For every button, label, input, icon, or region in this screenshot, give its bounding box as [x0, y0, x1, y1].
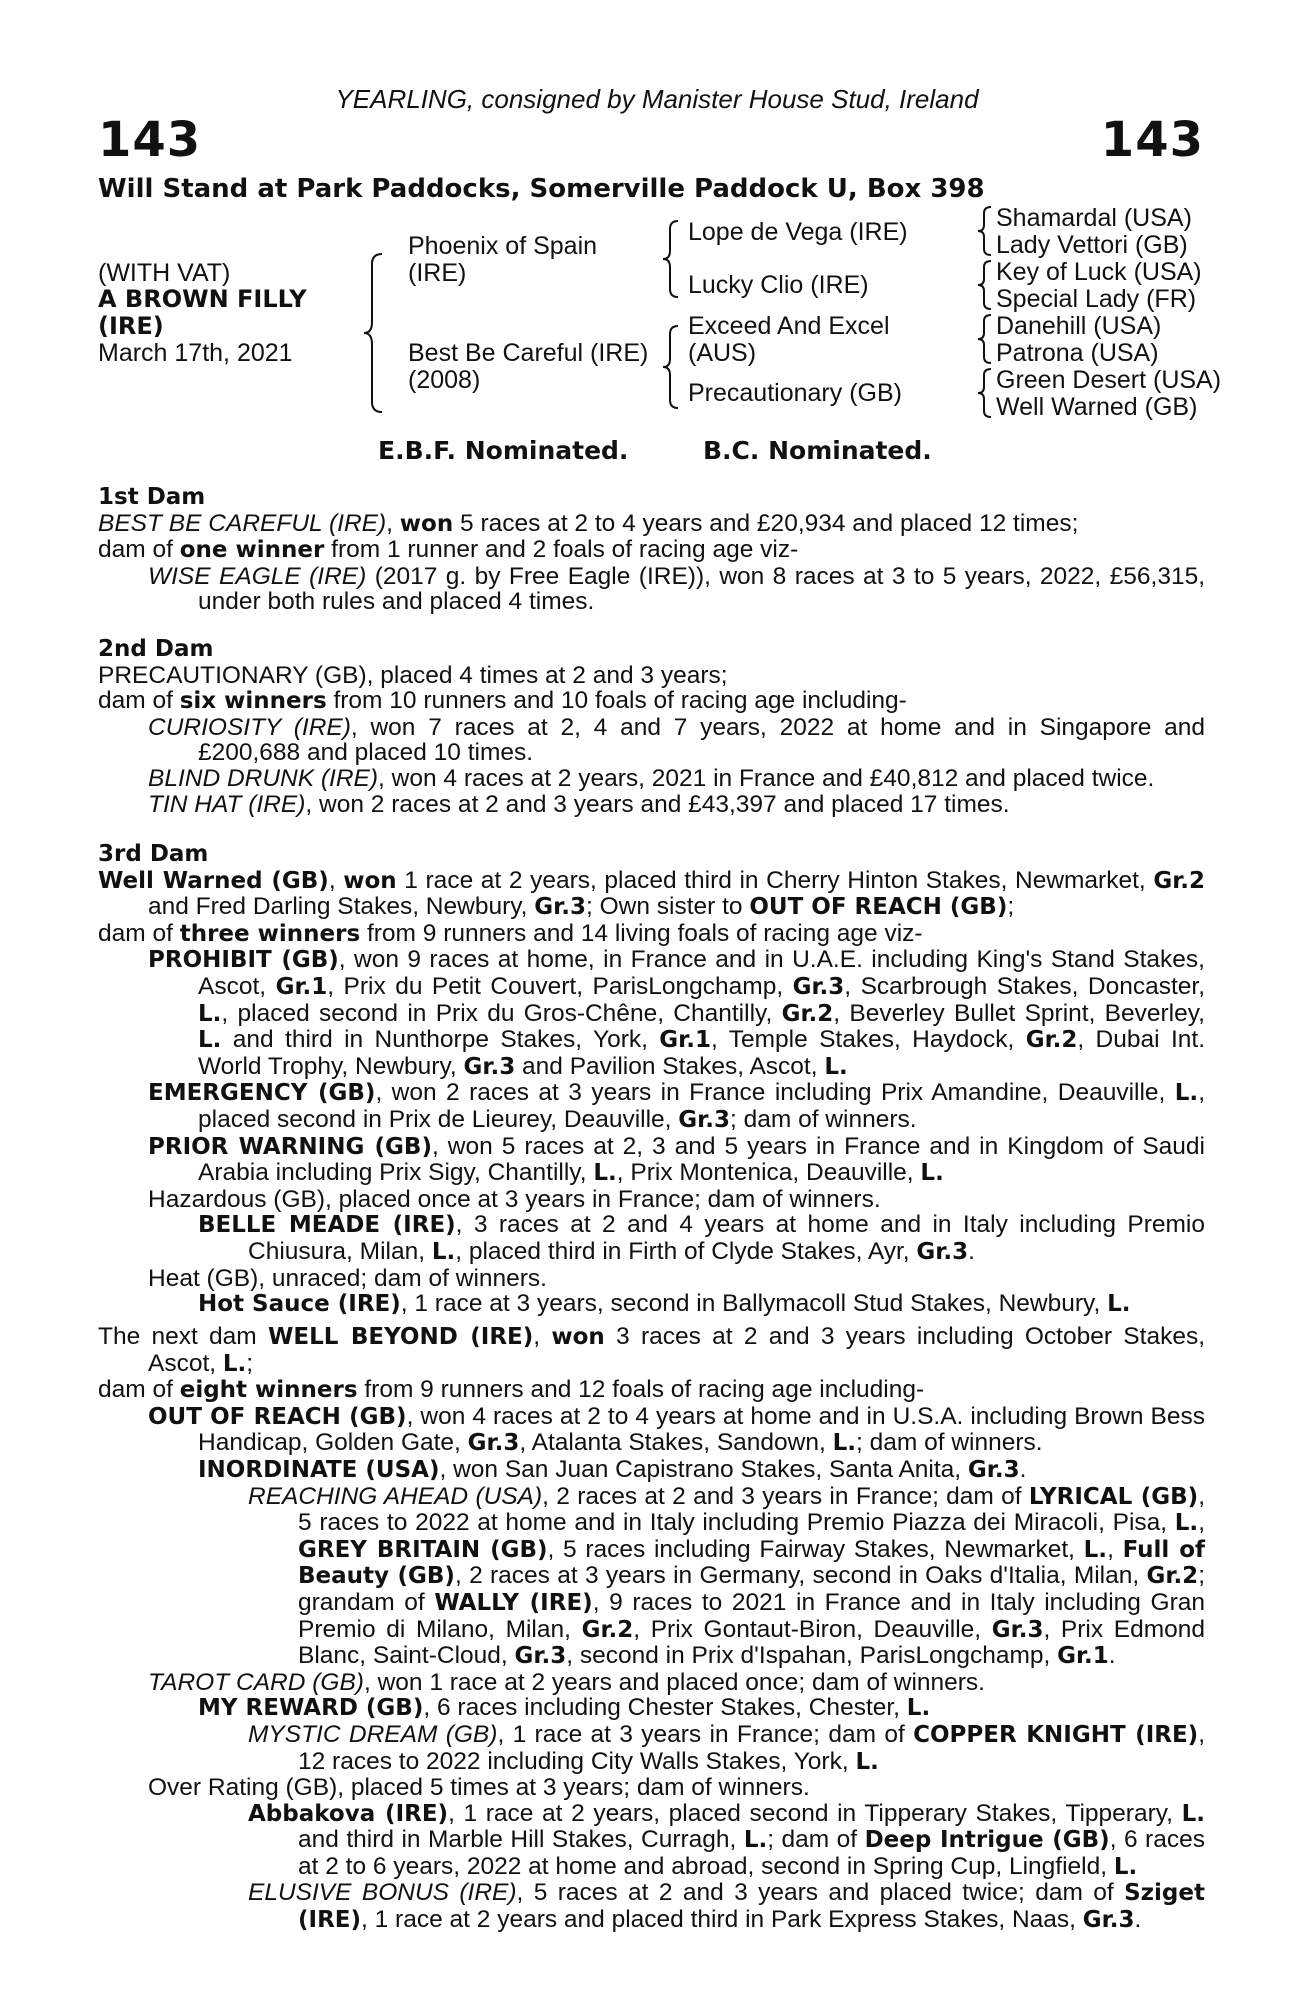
bold-text: Gr.2: [1153, 867, 1205, 894]
text: from 1 runner and 2 foals of racing age viz-: [324, 536, 799, 564]
text: , Prix du Petit Couvert, ParisLongchamp,: [327, 972, 793, 1000]
first-dam-record: [98, 511, 1205, 538]
text: 3 races at 2 and 3 years including October Stakes, Ascot,: [148, 1323, 1205, 1377]
offspring-tin-hat: [98, 792, 1205, 818]
bold-text: eight winners: [179, 1377, 358, 1404]
bold-text: Gr.3: [967, 1456, 1020, 1483]
dam-sire: Exceed And Excel: [688, 312, 890, 340]
bold-text: PROHIBIT (GB): [148, 947, 339, 974]
grandparent-5: Danehill (USA): [996, 312, 1162, 340]
first-dam-produce: [98, 537, 1205, 564]
text: , Atalanta Stakes, Sandown,: [519, 1429, 833, 1457]
text: , 1 race at 2 years and placed third in Park Express Stakes, Naas,: [361, 1906, 1083, 1934]
text: , won 2 races at 2 and 3 years and £43,397 and placed 17 times.: [305, 790, 1010, 818]
offspring-tarot-card: [98, 1670, 1205, 1696]
third-dam-record: [98, 868, 1205, 921]
bold-text: L.: [743, 1827, 768, 1854]
text: ,: [328, 866, 344, 894]
text: ; Own sister to: [585, 893, 750, 921]
bold-text: WELL BEYOND (IRE): [267, 1324, 534, 1350]
text: ,: [1107, 1535, 1123, 1563]
grandparent-8: Well Warned (GB): [996, 393, 1198, 421]
lot-number-left: 143: [98, 112, 202, 168]
text: , 5 races to 2022 at home and in Italy including Premio Piazza dei Miracoli, Pisa,: [298, 1482, 1205, 1537]
grandchild-hot-sauce: [98, 1291, 1205, 1318]
pedigree-brace-g3: [975, 312, 995, 366]
text: ,: [533, 1323, 552, 1350]
bold-text: Gr.1: [659, 1027, 711, 1054]
text: , 9 races to 2021 in France and in Italy including Gran Premio di Milano, Milan,: [298, 1588, 1206, 1643]
text: .: [968, 1237, 975, 1265]
text: , 1 race at 3 years, second in Ballymacoll Stud Stakes, Newbury,: [400, 1290, 1108, 1318]
horse-description: A BROWN FILLY: [98, 285, 307, 313]
grandchild-mystic-dream: [98, 1722, 1205, 1775]
bold-text: Deep Intrigue (GB): [864, 1827, 1110, 1854]
bold-text: Gr.3: [916, 1238, 969, 1265]
text: .: [1019, 1455, 1027, 1483]
bold-text: three winners: [179, 920, 361, 947]
bc-nomination: B.C. Nominated.: [703, 436, 932, 465]
text: , won 9 races at home, in France and in U.A.E. including King's Stand Stakes, Ascot,: [198, 946, 1205, 1000]
text: , 6 races including Chester Stakes, Chester,: [423, 1694, 907, 1722]
text: ,: [386, 509, 400, 537]
bold-text: Gr.3: [463, 1053, 516, 1080]
text: , 2 races at 2 and 3 years in France; dam of: [542, 1482, 1029, 1510]
pedigree-brace-sire: [660, 217, 682, 301]
text: The next dam: [98, 1323, 268, 1350]
bold-text: won: [551, 1324, 605, 1350]
second-dam-record: PRECAUTIONARY (GB), placed 4 times at 2 and 3 years;: [98, 661, 728, 689]
text: ;: [246, 1349, 254, 1377]
bold-text: L.: [198, 1027, 222, 1054]
offspring-prior-warning: [98, 1134, 1205, 1187]
bold-text: Gr.3: [792, 973, 845, 1000]
third-dam-section: [98, 842, 1205, 1318]
text: , 1 race at 2 years, placed second in Tipperary Stakes, Tipperary,: [448, 1799, 1182, 1827]
bold-text: Well Warned (GB): [98, 867, 329, 894]
grandparent-6: Patrona (USA): [996, 339, 1159, 367]
bold-text: Gr.3: [514, 1643, 567, 1670]
bold-text: L.: [1107, 1291, 1131, 1318]
offspring-hazardous: Hazardous (GB), placed once at 3 years in France; dam of winners.: [148, 1185, 881, 1213]
offspring-name: REACHING AHEAD (USA): [248, 1482, 543, 1510]
bold-text: L.: [593, 1160, 617, 1187]
bold-text: six winners: [179, 688, 327, 715]
bold-text: Gr.3: [534, 894, 586, 921]
offspring-over-rating: Over Rating (GB), placed 5 times at 3 years; dam of winners.: [148, 1774, 810, 1802]
bold-text: L.: [1174, 1510, 1199, 1537]
bold-text: L.: [1181, 1800, 1205, 1827]
bold-text: OUT OF REACH (GB): [148, 1403, 407, 1430]
bold-text: Gr.1: [1057, 1643, 1109, 1670]
dam-name-text: BEST BE CAREFUL (IRE): [98, 509, 387, 537]
stand-location: Will Stand at Park Paddocks, Somerville Paddock U, Box 398: [98, 174, 985, 204]
bold-text: L.: [824, 1053, 848, 1080]
text: , won 4 races at 2 years, 2021 in France and £40,812 and placed twice.: [378, 764, 1155, 792]
grandchild-belle-meade: [98, 1212, 1205, 1265]
pedigree-brace-g2: [975, 258, 995, 312]
bold-text: L.: [1083, 1536, 1108, 1563]
bold-text: L.: [906, 1695, 931, 1722]
text: , 12 races to 2022 including City Walls Stakes, York,: [298, 1720, 1205, 1775]
bold-text: Gr.2: [781, 1000, 834, 1027]
pedigree-brace-main: [360, 250, 390, 416]
bold-text: Gr.2: [1025, 1027, 1078, 1054]
offspring-curiosity: [98, 715, 1205, 766]
pedigree-brace-g4: [975, 366, 995, 420]
offspring-name: MYSTIC DREAM (GB): [248, 1720, 498, 1748]
text: dam of: [98, 1376, 180, 1404]
horse-dob: March 17th, 2021: [98, 339, 293, 367]
text: , won 7 races at 2, 4 and 7 years, 2022 at home and in Singapore and £200,688 and placed 10 times.: [198, 713, 1205, 767]
text: , won 5 races at 2, 3 and 5 years in France and in Kingdom of Saudi Arabia including Prix Sigy, Chantilly,: [198, 1132, 1205, 1187]
grandparent-2: Lady Vettori (GB): [996, 231, 1188, 259]
vat-note: (WITH VAT): [98, 259, 231, 287]
grandparent-4: Special Lady (FR): [996, 285, 1197, 313]
text: , second in Prix d'Ispahan, ParisLongchamp,: [566, 1642, 1058, 1670]
offspring-heat: Heat (GB), unraced; dam of winners.: [148, 1264, 547, 1292]
text: , won 1 race at 2 years and placed once; dam of winners.: [363, 1668, 985, 1696]
text: 1 race at 2 years, placed third in Cherry Hinton Stakes, Newmarket,: [396, 866, 1154, 894]
bold-text: Gr.3: [678, 1106, 730, 1133]
bold-text: INORDINATE (USA): [198, 1456, 440, 1483]
sire-dam: Lucky Clio (IRE): [688, 271, 869, 299]
grandchild-reaching-ahead: [98, 1484, 1205, 1670]
pedigree-brace-g1: [975, 204, 995, 258]
text: , Temple Stakes, Haydock,: [710, 1026, 1026, 1054]
text: .: [1108, 1642, 1116, 1670]
bold-text: WALLY (IRE): [434, 1589, 593, 1616]
grandparent-1: Shamardal (USA): [996, 204, 1192, 232]
text: , Prix Edmond Blanc, Saint-Cloud,: [298, 1615, 1205, 1670]
bold-text: L.: [431, 1238, 456, 1265]
text: , Dubai Int. World Trophy, Newbury,: [198, 1026, 1206, 1080]
grandparent-7: Green Desert (USA): [996, 366, 1222, 394]
pedigree-brace-dam: [660, 322, 682, 412]
first-dam-heading: 1st Dam: [98, 484, 206, 510]
third-dam-produce: [98, 921, 1205, 948]
bold-text: MY REWARD (GB): [198, 1695, 424, 1722]
text: , Scarbrough Stakes, Doncaster,: [844, 972, 1206, 1000]
offspring-name: ELUSIVE BONUS (IRE): [248, 1879, 517, 1907]
bold-text: GREY BRITAIN (GB): [298, 1536, 548, 1563]
text: .: [1134, 1906, 1142, 1934]
consignor-line: YEARLING, consigned by Manister House Stud, Ireland: [335, 84, 979, 114]
grandparent-3: Key of Luck (USA): [996, 258, 1202, 286]
text: ; dam of winners.: [856, 1429, 1043, 1457]
grandchild-abbakova: [98, 1801, 1205, 1881]
bold-text: Gr.3: [1082, 1907, 1135, 1934]
sire-country: (IRE): [408, 259, 467, 287]
text: ;: [1007, 893, 1015, 921]
text: and third in Nunthorpe Stakes, York,: [221, 1026, 660, 1054]
bold-text: L.: [222, 1350, 247, 1377]
text: , 6 races at 2 to 6 years, 2022 at home and abroad, second in Spring Cup, Lingfield,: [298, 1826, 1205, 1880]
sire-sire: Lope de Vega (IRE): [688, 218, 908, 246]
bold-text: Hot Sauce (IRE): [198, 1291, 401, 1318]
text: , placed second in Prix de Lieurey, Deauville,: [198, 1079, 1205, 1133]
bold-text: L.: [198, 1000, 222, 1027]
bold-text: LYRICAL (GB): [1028, 1483, 1199, 1510]
first-dam-offspring: [98, 564, 1205, 615]
bold-text: L.: [855, 1748, 879, 1775]
offspring-prohibit: [98, 947, 1205, 1080]
offspring-name: CURIOSITY (IRE): [148, 713, 351, 741]
dam-sire-country: (AUS): [688, 339, 757, 367]
text: , 1 race at 3 years in France; dam of: [497, 1720, 914, 1748]
text: , won San Juan Capistrano Stakes, Santa Anita,: [439, 1455, 968, 1483]
text: ; grandam of: [298, 1562, 1205, 1616]
offspring-name: BLIND DRUNK (IRE): [148, 764, 379, 792]
text: , Beverley Bullet Sprint, Beverley,: [833, 999, 1205, 1027]
text: from 9 runners and 12 foals of racing age including-: [357, 1376, 925, 1404]
bold-text: L.: [920, 1160, 944, 1187]
bold-text: won: [343, 867, 397, 894]
text: , placed third in Firth of Clyde Stakes, Ayr,: [455, 1237, 917, 1265]
text: ; dam of winners.: [729, 1105, 917, 1133]
offspring-emergency: [98, 1080, 1205, 1133]
bold-text: Sziget (IRE): [298, 1880, 1205, 1934]
text: and Pavilion Stakes, Ascot,: [515, 1052, 825, 1080]
text: dam of: [98, 687, 180, 715]
bold-text: OUT OF REACH (GB): [749, 894, 1008, 921]
offspring-blind-drunk: [98, 766, 1205, 792]
bold-text: L.: [832, 1430, 857, 1457]
bold-text: Abbakova (IRE): [248, 1800, 449, 1827]
text: ; dam of: [767, 1826, 865, 1854]
text: from 10 runners and 10 foals of racing age including-: [326, 687, 907, 715]
text: ,: [1198, 1509, 1205, 1537]
bold-text: PRIOR WARNING (GB): [148, 1133, 432, 1160]
bold-text: Gr.2: [581, 1616, 634, 1643]
first-dam-section: [98, 485, 1205, 615]
sire-name: Phoenix of Spain: [408, 232, 598, 260]
ebf-nomination: E.B.F. Nominated.: [378, 436, 629, 465]
text: , 5 races including Fairway Stakes, Newmarket,: [547, 1535, 1084, 1563]
dam-name: Best Be Careful (IRE): [408, 339, 649, 367]
bold-text: BELLE MEADE (IRE): [198, 1212, 456, 1239]
text: from 9 runners and 14 living foals of racing age viz-: [360, 919, 923, 947]
grandchild-my-reward: [98, 1695, 1205, 1722]
text: and third in Marble Hill Stakes, Curragh,: [298, 1826, 744, 1854]
bold-text: Full of Beauty (GB): [298, 1536, 1205, 1590]
text: , Prix Gontaut-Biron, Deauville,: [633, 1615, 992, 1643]
next-dam-record: [98, 1324, 1205, 1377]
dam-dam: Precautionary (GB): [688, 379, 902, 407]
text: , won 2 races at 3 years in France including Prix Amandine, Deauville,: [375, 1079, 1175, 1107]
offspring-name: TAROT CARD (GB): [148, 1668, 364, 1696]
horse-country: (IRE): [98, 312, 164, 340]
offspring-name: TIN HAT (IRE): [148, 790, 306, 818]
bold-text: Gr.3: [991, 1616, 1044, 1643]
grandchild-elusive-bonus: [98, 1880, 1205, 1933]
text: , 5 races at 2 and 3 years and placed twice; dam of: [516, 1879, 1125, 1907]
text: , won 4 races at 2 to 4 years at home and in U.S.A. including Brown Bess Handicap, Golden Gate,: [198, 1402, 1205, 1457]
bold-text: Gr.1: [275, 973, 328, 1000]
bold-text: L.: [1113, 1853, 1138, 1880]
second-dam-produce: [98, 688, 1205, 715]
bold-text: COPPER KNIGHT (IRE): [913, 1721, 1199, 1748]
text: , placed second in Prix du Gros-Chêne, Chantilly,: [221, 999, 782, 1027]
bold-text: Gr.2: [1146, 1563, 1199, 1590]
text: , 2 races at 3 years in Germany, second in Oaks d'Italia, Milan,: [454, 1562, 1147, 1590]
text: 5 races at 2 to 4 years and £20,934 and placed 12 times;: [453, 509, 1079, 537]
third-dam-heading: 3rd Dam: [98, 841, 209, 867]
next-dam-produce: [98, 1377, 1205, 1404]
lot-number-right: 143: [1100, 112, 1204, 168]
bold-text: won: [399, 510, 454, 537]
offspring-name: WISE EAGLE (IRE): [148, 562, 367, 590]
second-dam-heading: 2nd Dam: [98, 636, 214, 662]
bold-text: one winner: [179, 537, 325, 564]
bold-text: Gr.3: [467, 1430, 520, 1457]
text: , 3 races at 2 and 4 years at home and in Italy including Premio Chiusura, Milan,: [248, 1211, 1205, 1265]
text: (2017 g. by Free Eagle (IRE)), won 8 races at 3 to 5 years, 2022, £56,315, under both rules and placed 4 times.: [198, 562, 1205, 616]
second-dam-section: [98, 637, 1205, 817]
next-dam-section: [98, 1324, 1205, 1934]
text: , Prix Montenica, Deauville,: [616, 1159, 921, 1187]
bold-text: EMERGENCY (GB): [148, 1080, 376, 1107]
dam-year: (2008): [408, 366, 481, 394]
text: dam of: [98, 536, 180, 564]
offspring-out-of-reach: [98, 1404, 1205, 1457]
text: and Fred Darling Stakes, Newbury,: [148, 893, 535, 921]
grandchild-inordinate: [98, 1457, 1205, 1484]
bold-text: L.: [1174, 1080, 1199, 1107]
text: dam of: [98, 919, 180, 947]
